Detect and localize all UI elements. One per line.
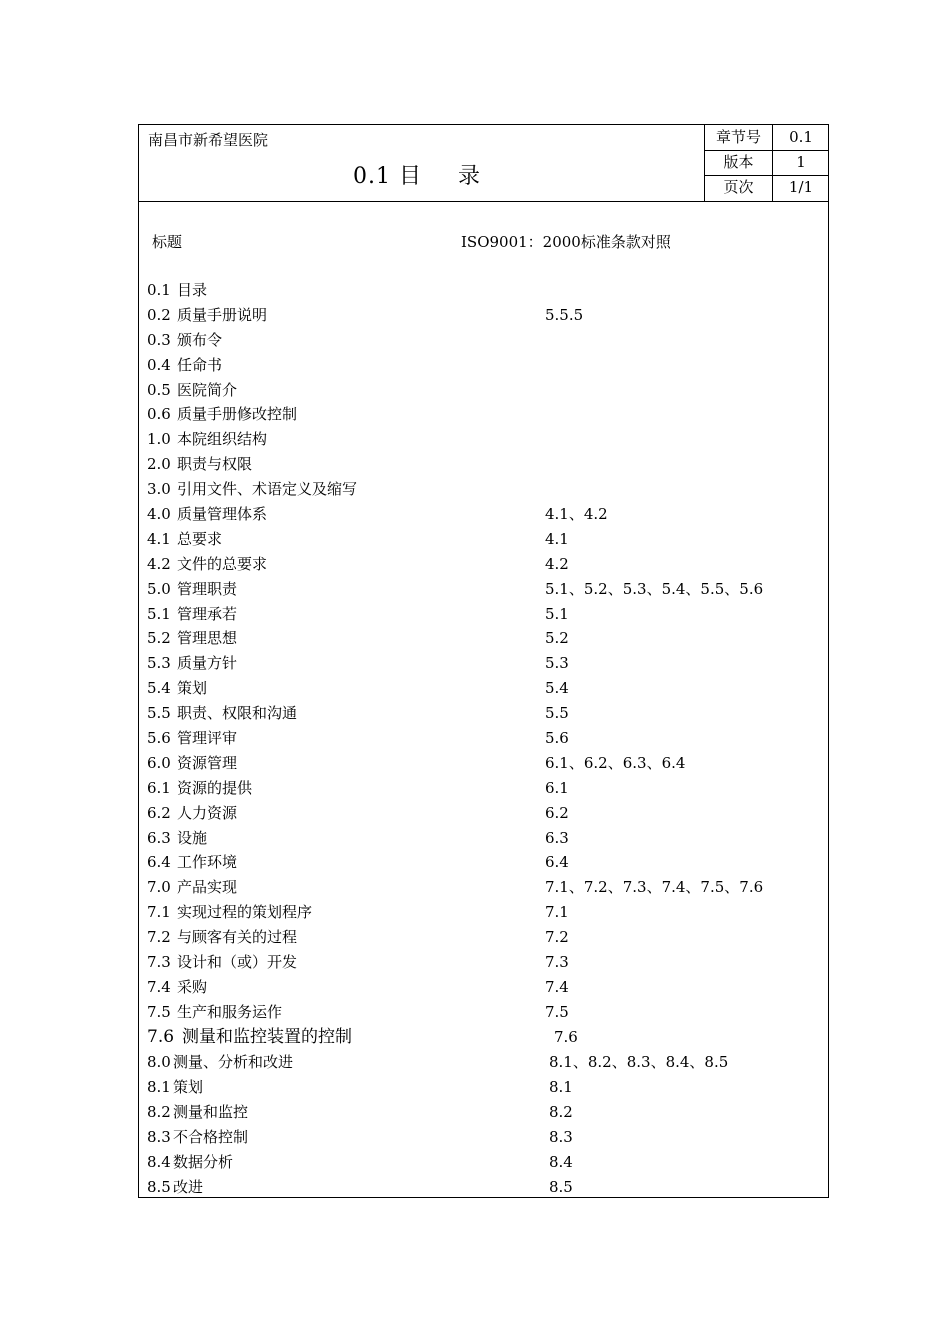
toc-entry-title: 任命书 [177, 355, 223, 374]
toc-entry-number: 5.2 [147, 629, 171, 648]
toc-entry-number: 6.0 [147, 753, 171, 772]
toc-entry-reference: 5.3 [545, 654, 569, 673]
toc-entry [139, 552, 828, 577]
column-header-reference: ISO9001：2000标准条款对照 [461, 233, 671, 251]
toc-entry [139, 378, 828, 403]
toc-entry [139, 801, 828, 826]
toc-entry-title: 与顾客有关的过程 [177, 928, 298, 947]
toc-entry-title: 采购 [177, 977, 208, 996]
meta-label: 章节号 [705, 125, 773, 150]
toc-entry [139, 502, 828, 527]
toc-entry-title: 设计和（或）开发 [177, 953, 298, 972]
toc-entry-number: 8.3 [147, 1127, 171, 1146]
toc-entry-number: 4.1 [147, 529, 171, 548]
toc-entry-reference: 6.2 [545, 803, 569, 822]
toc-entry-title: 文件的总要求 [177, 554, 268, 573]
document-header [139, 125, 828, 202]
toc-entry-number: 8.0 [147, 1053, 171, 1072]
toc-entry-title: 管理评审 [177, 729, 238, 748]
toc-entry [139, 701, 828, 726]
toc-entry-title: 人力资源 [177, 803, 238, 822]
toc-entry [139, 950, 828, 975]
toc-entry [139, 1025, 828, 1051]
toc-entry [139, 452, 828, 477]
toc-entry-number: 5.6 [147, 729, 171, 748]
toc-entry [139, 602, 828, 627]
toc-entry-number: 5.4 [147, 679, 171, 698]
toc-entry-title: 工作环境 [177, 853, 238, 872]
toc-entry-title: 管理思想 [177, 629, 238, 648]
toc-entry [139, 1150, 828, 1175]
toc-entry-reference: 5.5 [545, 704, 569, 723]
meta-label: 页次 [705, 175, 773, 201]
toc-entry-number: 8.1 [147, 1078, 171, 1097]
toc-entry-number: 0.6 [147, 405, 171, 424]
toc-entry-number: 0.3 [147, 330, 171, 349]
toc-entry [139, 427, 828, 452]
toc-entry-reference: 6.1 [545, 778, 569, 797]
toc-entry-reference: 6.3 [545, 828, 569, 847]
toc-entry-title: 医院简介 [177, 380, 238, 399]
toc-entry-title: 职责与权限 [177, 455, 253, 474]
toc-entry-title: 产品实现 [177, 878, 238, 897]
toc-entry-title: 资源管理 [177, 753, 238, 772]
toc-entry-number: 7.4 [147, 977, 171, 996]
toc-entry [139, 776, 828, 801]
toc-entry-reference: 5.6 [545, 729, 569, 748]
toc-entry [139, 751, 828, 776]
toc-entry-reference: 5.1、5.2、5.3、5.4、5.5、5.6 [545, 579, 764, 598]
toc-entry-title: 策划 [177, 679, 208, 698]
toc-entry-number: 6.4 [147, 853, 171, 872]
toc-entry-number: 8.4 [147, 1152, 171, 1171]
toc-entry-reference: 5.4 [545, 679, 569, 698]
toc-entry-number: 4.2 [147, 554, 171, 573]
toc-entry [139, 826, 828, 851]
toc-entry-reference: 6.1、6.2、6.3、6.4 [545, 753, 686, 772]
toc-entry-title: 改进 [173, 1177, 204, 1196]
toc-entry [139, 875, 828, 900]
toc-entry-reference: 8.5 [549, 1177, 573, 1196]
toc-entry-number: 0.5 [147, 380, 171, 399]
toc-entry [139, 278, 828, 303]
toc-entry-number: 3.0 [147, 480, 171, 499]
toc-entry [139, 477, 828, 502]
toc-entry-reference: 7.3 [545, 953, 569, 972]
toc-entry-title: 职责、权限和沟通 [177, 704, 298, 723]
toc-entry [139, 676, 828, 701]
toc-entry-number: 2.0 [147, 455, 171, 474]
toc-entry-title: 测量、分析和改进 [173, 1053, 294, 1072]
toc-entry [139, 328, 828, 353]
toc-entry-title: 生产和服务运作 [177, 1002, 283, 1021]
toc-entry-reference: 5.5.5 [545, 305, 584, 324]
toc-entry [139, 303, 828, 328]
toc-entry-number: 6.2 [147, 803, 171, 822]
toc-entry [139, 1000, 828, 1025]
toc-entry [139, 651, 828, 676]
toc-entry [139, 726, 828, 751]
toc-entry-title: 管理承若 [177, 604, 238, 623]
toc-entry-reference: 8.2 [549, 1103, 573, 1121]
toc-entry [139, 1050, 828, 1075]
toc-entry-title: 管理职责 [177, 579, 238, 598]
toc-entry-title: 测量和监控装置的控制 [182, 1026, 352, 1047]
toc-entry-number: 5.5 [147, 704, 171, 723]
toc-entry-reference: 4.2 [545, 554, 569, 573]
toc-entry-title: 资源的提供 [177, 778, 253, 797]
toc-entry [139, 402, 828, 427]
toc-entry-number: 7.1 [147, 903, 171, 922]
toc-entry [139, 900, 828, 925]
toc-entry-number: 5.0 [147, 579, 171, 598]
toc-entry-title: 本院组织结构 [177, 430, 268, 449]
meta-value: 1/1 [788, 178, 814, 196]
meta-row-page [705, 175, 829, 201]
toc-entry [139, 1075, 828, 1100]
toc-entry-title: 设施 [177, 828, 208, 847]
toc-entry-title: 总要求 [177, 529, 223, 548]
toc-entry-reference: 8.4 [549, 1152, 573, 1171]
document-frame [138, 124, 829, 1198]
toc-entry-title: 不合格控制 [173, 1127, 249, 1146]
toc-entry-number: 0.1 [147, 281, 171, 299]
page-title [353, 159, 481, 190]
toc-entry [139, 925, 828, 950]
toc-entry-number: 5.1 [147, 604, 171, 623]
toc-entry-title: 质量管理体系 [177, 505, 268, 524]
hospital-name: 南昌市新希望医院 [148, 131, 269, 149]
toc-entry-reference: 7.4 [545, 977, 569, 996]
toc-entry-number: 1.0 [147, 430, 171, 449]
toc-entry [139, 577, 828, 602]
column-header-title: 标题 [152, 233, 183, 251]
toc-entry-reference: 7.5 [545, 1002, 569, 1021]
toc-entry-number: 7.2 [147, 928, 171, 947]
toc-entry-reference: 4.1、4.2 [545, 505, 608, 524]
toc-entry-title: 质量手册说明 [177, 305, 268, 324]
toc-entry-number: 0.2 [147, 305, 171, 324]
toc-entry-title: 引用文件、术语定义及缩写 [177, 480, 358, 499]
toc-entry [139, 1175, 828, 1200]
toc-entry-reference: 7.6 [554, 1027, 578, 1046]
toc-entry-number: 8.5 [147, 1177, 171, 1196]
meta-row-version [705, 150, 829, 176]
toc-entry-number: 4.0 [147, 505, 171, 524]
toc-entry-number: 6.1 [147, 778, 171, 797]
toc-entry-number: 7.0 [147, 878, 171, 897]
meta-value: 1 [796, 153, 806, 171]
toc-list [139, 278, 828, 1200]
toc-entry-number: 7.6 [147, 1026, 175, 1047]
toc-entry-reference: 8.1 [549, 1078, 573, 1097]
toc-entry-number: 8.2 [147, 1103, 171, 1121]
toc-entry-title: 测量和监控 [173, 1103, 249, 1121]
toc-entry-reference: 6.4 [545, 853, 569, 872]
meta-value: 0.1 [789, 128, 813, 146]
toc-entry-reference: 8.3 [549, 1127, 573, 1146]
toc-entry-title: 质量手册修改控制 [177, 405, 298, 424]
toc-entry-number: 5.3 [147, 654, 171, 673]
toc-entry-reference: 7.1 [545, 903, 569, 922]
toc-entry-title: 颁布令 [177, 330, 223, 349]
toc-entry-reference: 5.2 [545, 629, 569, 648]
toc-entry-number: 0.4 [147, 355, 171, 374]
toc-entry-reference: 4.1 [545, 529, 569, 548]
toc-entry [139, 975, 828, 1000]
toc-entry-reference: 8.1、8.2、8.3、8.4、8.5 [549, 1053, 729, 1072]
toc-entry-reference: 7.2 [545, 928, 569, 947]
toc-entry [139, 353, 828, 378]
toc-entry-title: 实现过程的策划程序 [177, 903, 313, 922]
title-char-1: 目 [399, 164, 423, 189]
meta-row-chapter [705, 125, 829, 151]
toc-entry-number: 7.5 [147, 1002, 171, 1021]
toc-entry [139, 1125, 828, 1150]
meta-label: 版本 [705, 150, 773, 175]
toc-entry-title: 策划 [173, 1078, 204, 1097]
meta-table [704, 125, 829, 201]
toc-entry-title: 目录 [177, 281, 208, 299]
toc-entry-title: 质量方针 [177, 654, 238, 673]
toc-entry [139, 626, 828, 651]
toc-entry-number: 7.3 [147, 953, 171, 972]
toc-entry-reference: 5.1 [545, 604, 569, 623]
toc-entry-number: 6.3 [147, 828, 171, 847]
toc-entry-reference: 7.1、7.2、7.3、7.4、7.5、7.6 [545, 878, 764, 897]
toc-entry [139, 1100, 828, 1125]
title-number: 0.1 [353, 164, 391, 189]
toc-entry [139, 527, 828, 552]
toc-entry [139, 850, 828, 875]
title-char-2: 录 [458, 164, 482, 189]
toc-entry-title: 数据分析 [173, 1152, 234, 1171]
